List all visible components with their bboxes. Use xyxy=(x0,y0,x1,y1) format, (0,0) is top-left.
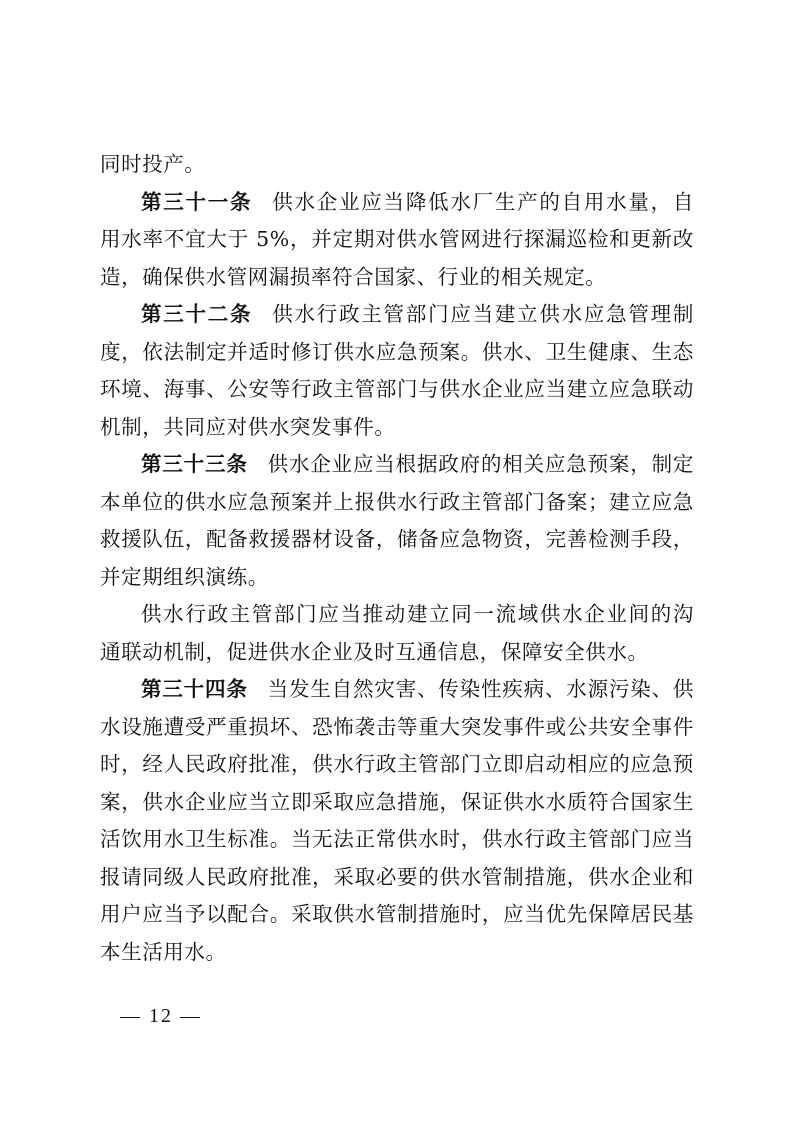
text-line: 水设施遭受严重损坏、恐怖袭击等重大突发事件或公共安全事件 xyxy=(100,714,694,739)
article-32 xyxy=(100,296,694,446)
text-line xyxy=(100,296,694,334)
text-line: 用户应当予以配合。采取供水管制措施时，应当优先保障居民基 xyxy=(100,902,694,926)
text-line: 度，依法制定并适时修订供水应急预案。供水、卫生健康、生态 xyxy=(100,339,694,364)
text-line: 同时投产。 xyxy=(100,152,206,176)
text-line: 本单位的供水应急预案并上报供水行政主管部门备案；建立应急 xyxy=(100,489,694,514)
text-line: 用水率不宜大于 5%，并定期对供水管网进行探漏巡检和更新改 xyxy=(100,227,694,251)
text-line: 报请同级人民政府批准，采取必要的供水管制措施，供水企业和 xyxy=(100,864,694,889)
article-34 xyxy=(100,671,694,971)
text-line: 通联动机制，促进供水企业及时互通信息，保障安全供水。 xyxy=(100,639,649,664)
text-line xyxy=(100,446,694,484)
article-text: 供水企业应当根据政府的相关应急预案，制定 xyxy=(267,452,695,476)
article-number: 第三十二条 xyxy=(141,302,253,326)
article-text: 供水企业应当降低水厂生产的自用水量，自 xyxy=(272,189,694,214)
article-33-paragraph-2 xyxy=(100,596,694,671)
article-number: 第三十一条 xyxy=(141,189,253,214)
article-number: 第三十四条 xyxy=(141,677,248,701)
text-line: 活饮用水卫生标准。当无法正常供水时，供水行政主管部门应当 xyxy=(100,827,694,851)
text-line: 本生活用水。 xyxy=(100,939,227,964)
text-line xyxy=(100,184,694,222)
page-number: — 12 — xyxy=(120,1005,202,1027)
article-33 xyxy=(100,446,694,596)
text-line: 案，供水企业应当立即采取应急措施，保证供水水质符合国家生 xyxy=(100,789,694,814)
text-line: 救援队伍，配备救援器材设备，储备应急物资，完善检测手段， xyxy=(100,527,694,551)
text-line: 时，经人民政府批准，供水行政主管部门立即启动相应的应急预 xyxy=(100,752,694,776)
article-text: 供水行政主管部门应当建立供水应急管理制 xyxy=(272,302,694,326)
document-body xyxy=(100,146,694,971)
text-line: 机制，共同应对供水突发事件。 xyxy=(100,414,396,439)
article-text: 当发生自然灾害、传染性疾病、水源污染、供 xyxy=(267,677,695,701)
text-line: 环境、海事、公安等行政主管部门与供水企业应当建立应急联动 xyxy=(100,377,694,401)
article-number: 第三十三条 xyxy=(141,452,248,476)
text-line: 供水行政主管部门应当推动建立同一流域供水企业间的沟 xyxy=(141,602,694,626)
text-line: 造，确保供水管网漏损率符合国家、行业的相关规定。 xyxy=(100,264,607,289)
article-31 xyxy=(100,184,694,297)
text-line: 并定期组织演练。 xyxy=(100,564,269,589)
text-line xyxy=(100,671,694,709)
